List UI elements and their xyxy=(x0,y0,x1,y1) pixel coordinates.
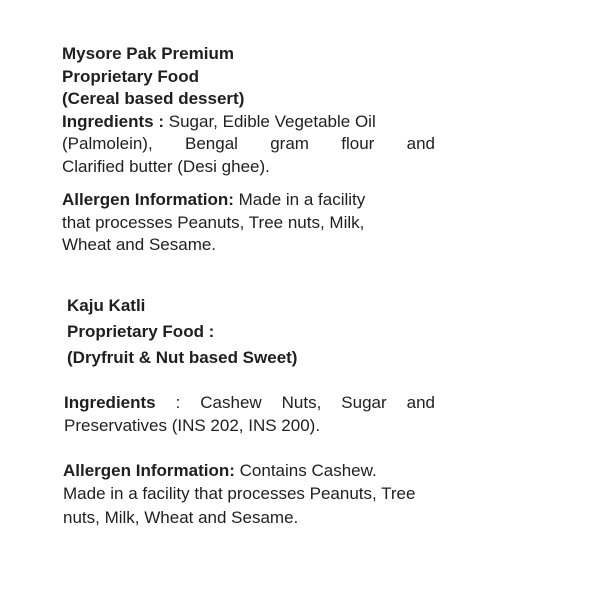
ingredients-text: Sugar, Edible Vegetable Oil xyxy=(168,111,376,131)
allergen-line-2: that processes Peanuts, Tree nuts, Milk, xyxy=(62,212,365,232)
allergen-line-1 xyxy=(63,459,435,483)
ingredients-line-2: (Palmolein), Bengal gram flour and xyxy=(62,134,435,153)
allergen-line-3: Wheat and Sesame. xyxy=(62,235,217,254)
kaju-katli-header-block xyxy=(62,293,435,371)
product-section-mysore-pak xyxy=(62,43,435,257)
allergen-label: Allergen Information: xyxy=(63,460,235,480)
mysore-pak-header-block xyxy=(62,43,435,178)
ingredients-label: Ingredients : xyxy=(62,111,165,131)
text-column xyxy=(62,43,435,529)
ingredients-line-1 xyxy=(62,111,435,134)
product-category: (Cereal based dessert) xyxy=(62,89,245,108)
product-category: (Dryfruit & Nut based Sweet) xyxy=(67,348,298,367)
allergen-label: Allergen Information: xyxy=(62,190,234,209)
product-type: Proprietary Food : xyxy=(67,322,215,341)
product-type: Proprietary Food xyxy=(62,66,199,86)
ingredients-label: Ingredients xyxy=(64,393,156,412)
kaju-katli-ingredients-block xyxy=(62,392,435,437)
allergen-line-2: Made in a facility that processes Peanuts, Tree xyxy=(63,484,416,503)
product-name: Kaju Katli xyxy=(67,296,146,315)
product-name: Mysore Pak Premium xyxy=(62,44,234,63)
allergen-text: Contains Cashew. xyxy=(239,460,377,480)
ingredients-text: : Cashew Nuts, Sugar and xyxy=(175,393,435,412)
ingredients-line-2: Preservatives (INS 202, INS 200). xyxy=(64,415,321,435)
ingredients-line-1 xyxy=(64,392,435,415)
allergen-text: Made in a facility xyxy=(238,190,366,209)
mysore-pak-allergen-block xyxy=(62,189,435,257)
product-section-kaju-katli xyxy=(62,293,435,529)
kaju-katli-allergen-block xyxy=(62,459,435,530)
allergen-line-1 xyxy=(62,189,435,212)
allergen-line-3: nuts, Milk, Wheat and Sesame. xyxy=(63,507,299,527)
ingredients-line-3: Clarified butter (Desi ghee). xyxy=(62,156,270,176)
